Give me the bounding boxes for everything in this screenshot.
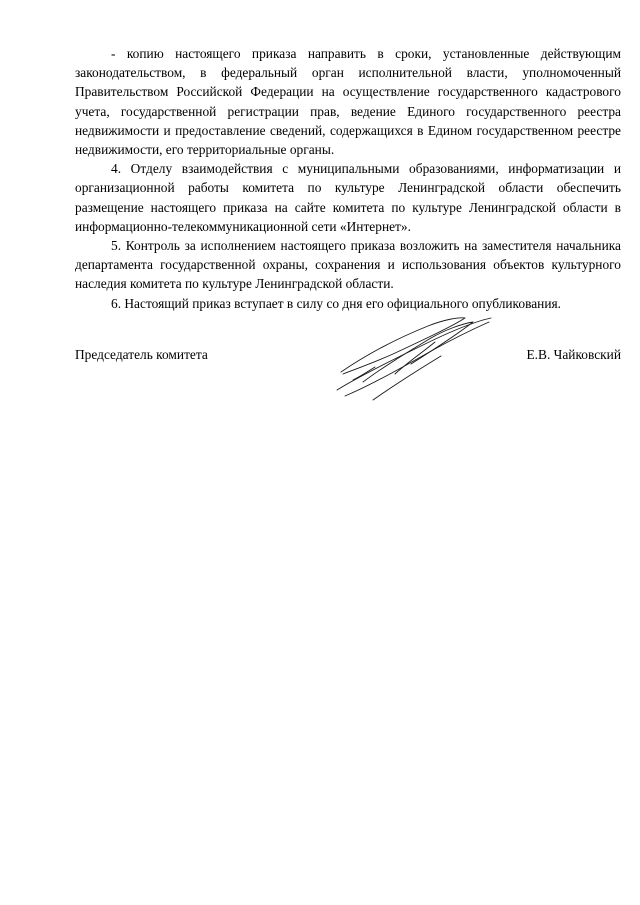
- handwritten-signature: [333, 312, 493, 407]
- paragraph-item-4: 4. Отделу взаимодействия с муниципальными образованиями, информатизации и организационной работы комитета по культуре Ленинградской области обеспечить размещение настоящего приказа на сайте комитета по культуре Ленинградской области в информационно-телекоммуникационной сети «Интернет».: [75, 161, 621, 234]
- signatory-title: Председатель комитета: [75, 347, 208, 362]
- paragraph-copy-directive: - копию настоящего приказа направить в сроки, установленные действующим законодательством, в федеральный орган исполнительной власти, уполномоченный Правительством Российской Федерации на осуществление государственного кадастрового учета, государственной регистрации прав, ведение Единого государственного реестра недвижимости и предоставление сведений, содержащихся в Едином государственном реестре недвижимости, его территориальные органы.: [75, 46, 621, 158]
- signatory-name: Е.В. Чайковский: [526, 347, 621, 362]
- paragraph-item-6: 6. Настоящий приказ вступает в силу со дня его официального опубликования.: [111, 295, 561, 311]
- document-body: [75, 44, 621, 313]
- paragraph-item-5: 5. Контроль за исполнением настоящего приказа возложить на заместителя начальника департамента государственной охраны, сохранения и использования объектов культурного наследия комитета по культуре Ленинградской области.: [75, 238, 621, 292]
